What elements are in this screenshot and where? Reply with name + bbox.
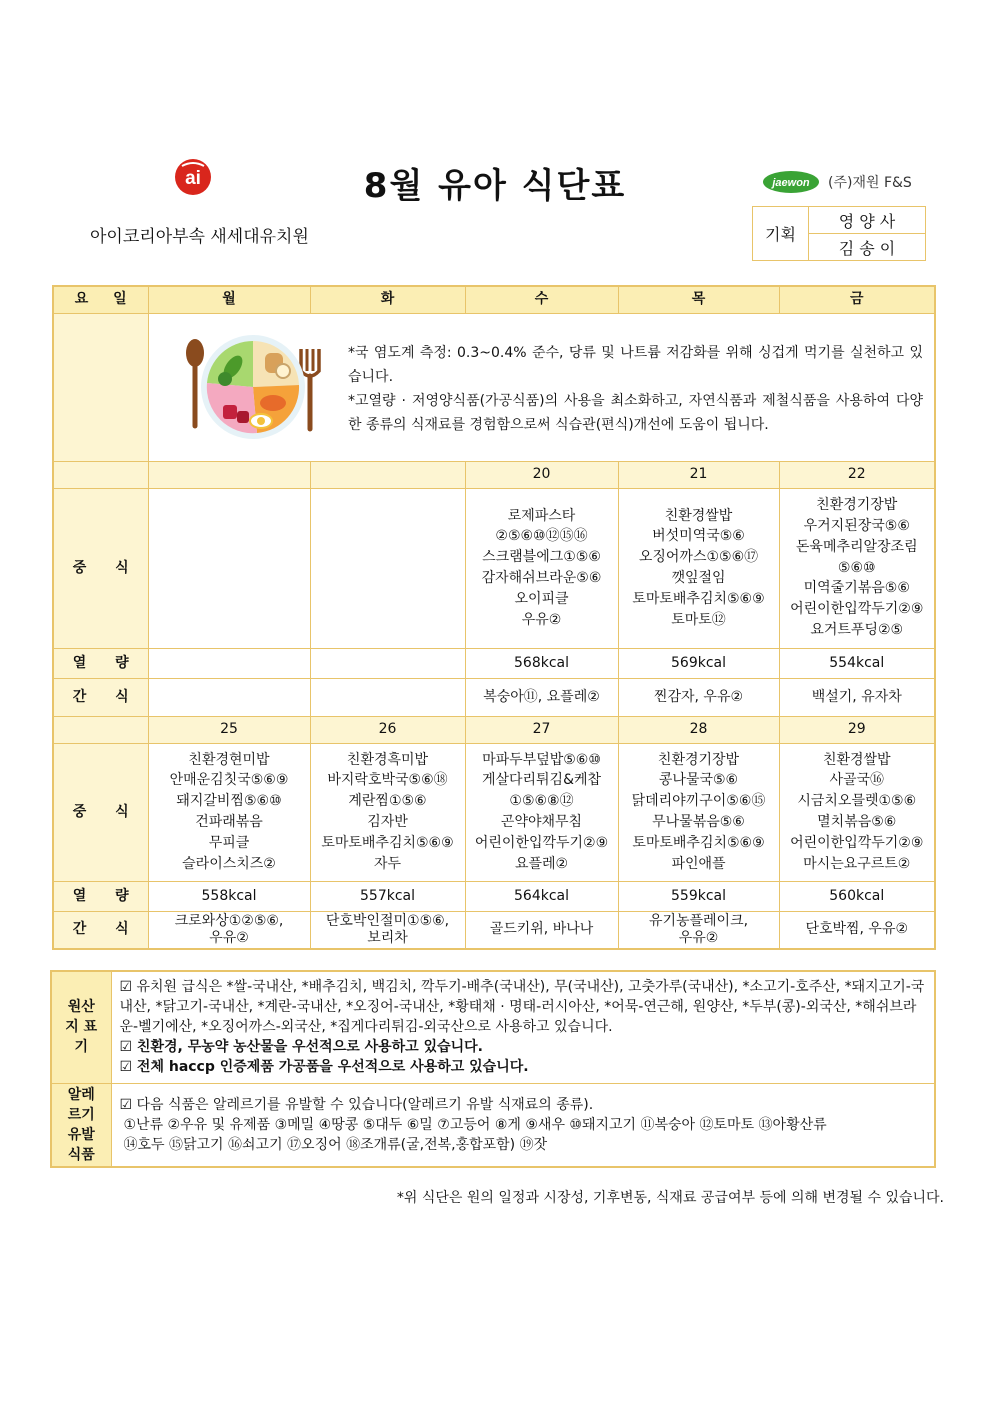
week1-date-wed: 20 <box>465 461 618 488</box>
footer-note: *위 식단은 원의 일정과 시장성, 기후변동, 식재료 공급여부 등에 의해 변경될 수 있습니다. <box>396 1190 944 1206</box>
menu-item: 돼지갈비찜⑤⑥⑩ <box>176 793 282 810</box>
week1-lunch-fri <box>779 488 935 648</box>
day-wed: 수 <box>465 286 618 313</box>
menu-item: 토마토⑫ <box>671 611 726 628</box>
menu-item: 자두 <box>373 855 402 872</box>
week1-lunch-tue <box>310 488 465 648</box>
week2-lunch-thu <box>618 743 779 881</box>
day-header-row <box>53 286 935 313</box>
day-mon: 월 <box>148 286 310 313</box>
jaewon-logo <box>762 170 820 194</box>
origin-text: ☑ 유치원 급식은 *쌀-국내산, *배추김치, 백김치, 깍두기-배추(국내산), 무(국내산), 고춧가루(국내산), *소고기-호주산, *돼지고기-국내산, *닭고기-국내산, *계란-국내산, *오징어-국내산, *황태채 · 명태-러시아산, *어묵-연근해, 원양산, *두부(콩)-외국산, *해쉬브라운-벨기에산, *오징어까스-외국산, *집게다리튀김-외국산으로 사용하고 있습니다. <box>119 979 925 1036</box>
allergy-label: 알레르기 유발 식품 <box>51 1083 111 1167</box>
snack-label-2: 간 식 <box>53 911 148 949</box>
week2-lunch-mon <box>148 743 310 881</box>
week2-cal-tue: 557kcal <box>310 881 465 911</box>
company-name: (주)재원 F&S <box>828 175 912 191</box>
menu-item: 무피클 <box>208 834 250 851</box>
menu-item: 우유② <box>521 611 562 628</box>
week2-cal-wed: 564kcal <box>465 881 618 911</box>
menu-item: 버섯미역국⑤⑥ <box>652 528 745 545</box>
calorie-label-2: 열 량 <box>53 881 148 911</box>
snack-item: 유기농플레이크, <box>648 912 749 929</box>
allergy-list-2: ⑭호두 ⑮닭고기 ⑯쇠고기 ⑰오징어 ⑱조개류(굴,전복,홍합포함) ⑲잣 <box>123 1136 548 1153</box>
week1-date-fri: 22 <box>779 461 935 488</box>
week1-lunch-wed <box>465 488 618 648</box>
menu-item: ②⑤⑥⑩⑫⑮⑯ <box>495 528 588 545</box>
week2-snack-tue <box>310 911 465 949</box>
week2-snack-fri <box>779 911 935 949</box>
menu-item: ①⑤⑥⑧⑫ <box>509 793 574 810</box>
snack-item: 우유② <box>678 929 719 946</box>
origin-haccp-note: ☑ 전체 haccp 인증제품 가공품을 우선적으로 사용하고 있습니다. <box>119 1059 529 1076</box>
week2-cal-thu: 559kcal <box>618 881 779 911</box>
menu-item: 슬라이스치즈② <box>182 855 276 872</box>
week2-lunch-row <box>53 743 935 881</box>
origin-label: 원산지 표기 <box>51 971 111 1083</box>
week1-snack-mon <box>148 678 310 716</box>
allergy-intro: ☑ 다음 식품은 알레르기를 유발할 수 있습니다(알레르기 유발 식재료의 종류). <box>119 1096 594 1113</box>
week1-date-thu: 21 <box>618 461 779 488</box>
snack-item: 단호박찜, 우유② <box>805 921 909 938</box>
approval-name: 김 송 이 <box>809 234 926 261</box>
day-tue: 화 <box>310 286 465 313</box>
week1-date-row <box>53 461 935 488</box>
week2-date-mon: 25 <box>148 716 310 743</box>
origin-row <box>51 971 935 1083</box>
week2-date-thu: 28 <box>618 716 779 743</box>
origin-body <box>111 971 935 1083</box>
menu-item: 어린이한입깍두기②⑨ <box>474 834 609 851</box>
week1-date-tue <box>310 461 465 488</box>
ai-korea-logo <box>172 158 214 196</box>
menu-item: 친환경기장밥 <box>657 751 740 768</box>
snack-item: 크로와상①②⑤⑥, <box>174 912 284 929</box>
menu-item: 깻잎절임 <box>671 570 726 586</box>
snack-item: 단호박인절미①⑤⑥, <box>325 912 450 929</box>
menu-item: ⑤⑥⑩ <box>837 559 876 576</box>
week1-snack-thu: 찐감자, 우유② <box>618 678 779 716</box>
week2-date-fri: 29 <box>779 716 935 743</box>
week2-lunch-fri <box>779 743 935 881</box>
menu-item: 친환경쌀밥 <box>822 751 891 768</box>
origin-allergy-table <box>50 970 936 1168</box>
menu-item: 시금치오믈렛①⑤⑥ <box>797 793 917 810</box>
menu-item: 친환경현미밥 <box>188 751 270 768</box>
healthy-plate-icon <box>177 331 327 443</box>
menu-item: 멸치볶음⑤⑥ <box>817 814 897 830</box>
snack-label: 간 식 <box>53 678 148 716</box>
allergy-body <box>111 1083 935 1167</box>
week2-date-wed: 27 <box>465 716 618 743</box>
jaewon-logo-text: jaewon <box>772 177 810 189</box>
intro-notes <box>348 341 923 437</box>
lunch-label: 중 식 <box>53 488 148 648</box>
menu-item: 친환경쌀밥 <box>664 507 733 524</box>
week1-cal-mon <box>148 648 310 678</box>
week2-calorie-row <box>53 881 935 911</box>
menu-item: 친환경기장밥 <box>816 497 898 514</box>
day-thu: 목 <box>618 286 779 313</box>
menu-item: 파인애플 <box>671 855 726 872</box>
week2-date-tue: 26 <box>310 716 465 743</box>
week1-snack-fri: 백설기, 유자차 <box>779 678 935 716</box>
menu-item: 닭데리야끼구이⑤⑥⑮ <box>631 793 766 810</box>
allergy-list-1: ①난류 ②우유 및 유제품 ③메밀 ④땅콩 ⑤대두 ⑥밀 ⑦고등어 ⑧게 ⑨새우 ⑩돼지고기 ⑪복숭아 ⑫토마토 ⑬아황산류 <box>123 1116 827 1133</box>
week1-lunch-thu <box>618 488 779 648</box>
approval-label: 기획 <box>753 207 809 261</box>
week2-lunch-tue <box>310 743 465 881</box>
week1-calorie-row <box>53 648 935 678</box>
week1-cal-fri: 554kcal <box>779 648 935 678</box>
page-title: 8월 유아 식단표 <box>363 166 627 206</box>
menu-item: 토마토배추김치⑤⑥⑨ <box>632 834 765 851</box>
menu-item: 토마토배추김치⑤⑥⑨ <box>321 834 454 851</box>
menu-item: 마시는요구르트② <box>803 855 911 872</box>
week2-snack-row <box>53 911 935 949</box>
menu-item: 무나물볶음⑤⑥ <box>652 814 745 830</box>
menu-item: 콩나물국⑤⑥ <box>658 772 739 789</box>
week2-cal-mon: 558kcal <box>148 881 310 911</box>
menu-item: 건파래볶음 <box>195 814 263 830</box>
snack-item: 골드키위, 바나나 <box>489 921 594 938</box>
menu-item: 스크램블에그①⑤⑥ <box>482 549 601 566</box>
snack-item: 보리차 <box>367 929 408 946</box>
menu-item: 김자반 <box>367 814 408 830</box>
menu-item: 곤약야채무침 <box>500 814 583 830</box>
day-fri: 금 <box>779 286 935 313</box>
week1-snack-tue <box>310 678 465 716</box>
week1-cal-thu: 569kcal <box>618 648 779 678</box>
approval-box <box>752 206 926 261</box>
menu-item: 마파두부덮밥⑤⑥⑩ <box>482 751 601 768</box>
menu-item: 오징어까스①⑤⑥⑰ <box>638 549 759 566</box>
menu-item: 어린이한입깍두기②⑨ <box>790 601 924 618</box>
menu-item: 어린이한입깍두기②⑨ <box>790 834 924 851</box>
week2-cal-fri: 560kcal <box>779 881 935 911</box>
calorie-label: 열 량 <box>53 648 148 678</box>
allergy-row <box>51 1083 935 1167</box>
menu-item: 우거지된장국⑤⑥ <box>803 518 910 534</box>
week1-snack-wed: 복숭아⑪, 요플레② <box>465 678 618 716</box>
snack-item: 우유② <box>209 929 249 946</box>
origin-eco-note: ☑ 친환경, 무농약 농산물을 우선적으로 사용하고 있습니다. <box>119 1039 483 1056</box>
week1-cal-tue <box>310 648 465 678</box>
menu-item: 오이피클 <box>514 590 569 607</box>
menu-item: 감자해쉬브라운⑤⑥ <box>481 570 602 586</box>
week1-cal-wed: 568kcal <box>465 648 618 678</box>
school-name: 아이코리아부속 새세대유치원 <box>90 227 309 247</box>
week1-lunch-row <box>53 488 935 648</box>
menu-item: 계란찜①⑤⑥ <box>348 793 427 810</box>
lunch-label-2: 중 식 <box>53 743 148 881</box>
week1-date-mon <box>148 461 310 488</box>
menu-item: 친환경흑미밥 <box>346 751 429 768</box>
menu-item: 요거트푸딩②⑤ <box>810 621 904 638</box>
week2-snack-wed <box>465 911 618 949</box>
menu-item: 게살다리튀김&케찹 <box>481 772 602 789</box>
approval-role: 영 양 사 <box>809 207 926 234</box>
week1-lunch-mon <box>148 488 310 648</box>
ai-logo-text: ai <box>185 168 201 189</box>
menu-item: 돈육메추리알장조림 <box>795 538 918 555</box>
week2-lunch-wed <box>465 743 618 881</box>
menu-item: 사골국⑯ <box>829 772 885 789</box>
week2-snack-mon <box>148 911 310 949</box>
menu-item: 안매운김칫국⑤⑥⑨ <box>169 772 289 789</box>
menu-item: 요플레② <box>514 855 569 872</box>
intro-note-processed-food: *고열량 · 저영양식품(가공식품)의 사용을 최소화하고, 자연식품과 제철식품을 사용하여 다양한 종류의 식재료를 경험함으로써 식습관(편식)개선에 도움이 됩니다. <box>348 393 923 433</box>
day-label: 요 일 <box>53 286 148 313</box>
week1-snack-row <box>53 678 935 716</box>
week2-date-row <box>53 716 935 743</box>
menu-item: 토마토배추김치⑤⑥⑨ <box>632 590 765 607</box>
menu-item: 로제파스타 <box>507 507 576 524</box>
intro-note-sodium: *국 염도계 측정: 0.3~0.4% 준수, 당류 및 나트륨 저감화를 위해 싱겁게 먹기를 실천하고 있습니다. <box>348 345 923 385</box>
menu-item: 바지락호박국⑤⑥⑱ <box>327 772 448 789</box>
week2-snack-thu <box>618 911 779 949</box>
menu-item: 미역줄기볶음⑤⑥ <box>803 580 910 597</box>
